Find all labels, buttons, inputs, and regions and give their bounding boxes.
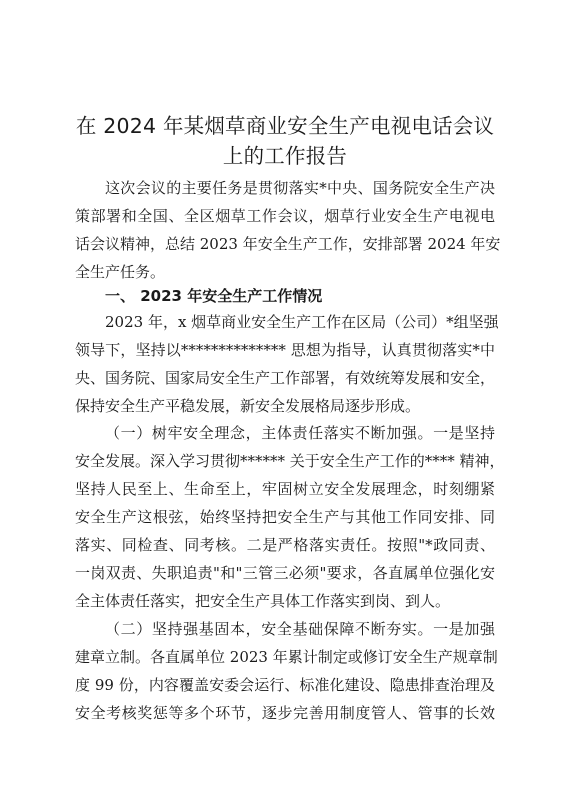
sub2-line: 建章立制。各直属单位 2023 年累计制定或修订安全生产规章制 xyxy=(75,648,498,666)
sub2-line: （二）坚持强基固本，安全基础保障不断夯实。一是加强 xyxy=(105,620,495,638)
document-title-line-1: 在 2024 年某烟草商业安全生产电视电话会议 xyxy=(75,114,495,138)
sub2-line: 度 99 份，内容覆盖安委会运行、标准化建设、隐患排查治理及 xyxy=(75,676,495,694)
sub2-line: 安全考核奖惩等多个环节，逐步完善用制度管人、管事的长效 xyxy=(75,704,495,722)
section1-line: 保持安全生产平稳发展，新安全发展格局逐步形成。 xyxy=(75,397,421,415)
section1-line: 2023 年，x 烟草商业安全生产工作在区局（公司）*组坚强 xyxy=(105,313,499,331)
document-title-line-2: 上的工作报告 xyxy=(222,144,348,168)
section1-line: 央、国务院、国家局安全生产工作部署，有效统筹发展和安全， xyxy=(75,369,496,387)
sub1-line: （一）树牢安全理念，主体责任落实不断加强。一是坚持 xyxy=(105,424,495,442)
intro-line: 话会议精神，总结 2023 年安全生产工作，安排部署 2024 年安 xyxy=(75,235,501,253)
sub1-line: 一岗双责、失职追责"和"三管三必须"要求，各直属单位强化安 xyxy=(75,564,495,582)
sub1-line: 安全生产这根弦，始终坚持把安全生产与其他工作同安排、同 xyxy=(75,508,495,526)
section-heading: 一、 2023 年安全生产工作情况 xyxy=(105,287,323,305)
section1-line: 领导下，坚持以************** 思想为指导，认真贯彻落实*中 xyxy=(75,341,495,359)
intro-line: 全生产任务。 xyxy=(75,263,166,281)
sub1-line: 全主体责任落实，把安全生产具体工作落实到岗、到人。 xyxy=(75,592,451,610)
sub1-line: 落实、同检查、同考核。二是严格落实责任。按照"*政同责、 xyxy=(75,536,495,554)
sub1-line: 坚持人民至上、生命至上，牢固树立安全发展理念，时刻绷紧 xyxy=(75,480,495,498)
intro-line: 这次会议的主要任务是贯彻落实*中央、国务院安全生产决 xyxy=(105,179,495,197)
intro-line: 策部署和全国、全区烟草工作会议，烟草行业安全生产电视电 xyxy=(75,207,495,225)
sub1-line: 安全发展。深入学习贯彻****** 关于安全生产工作的**** 精神， xyxy=(75,452,505,470)
